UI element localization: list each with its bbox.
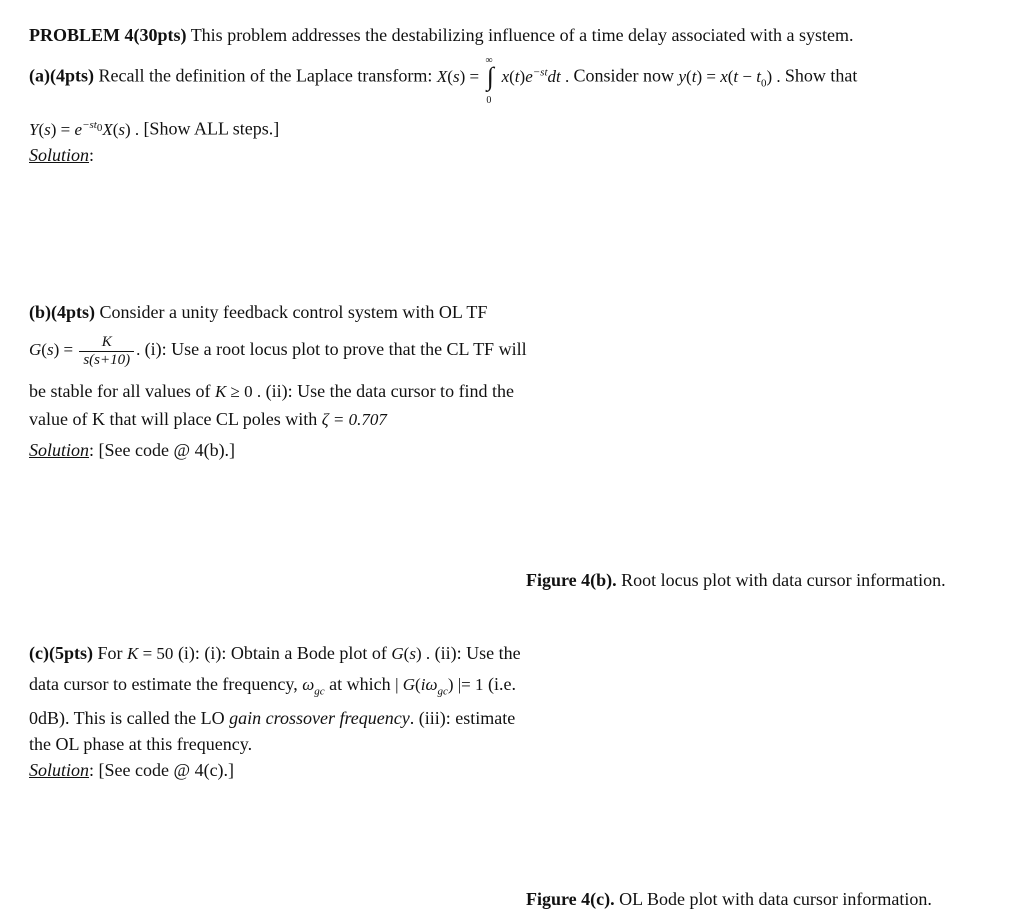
part-a-label: (a)(4pts) <box>29 65 94 86</box>
damping-ratio: ζ = 0.707 <box>321 410 387 429</box>
integral-sign-icon: ∫ ∞ 0 <box>485 55 494 107</box>
figure-4b-caption <box>526 570 946 591</box>
part-c-text-4: the OL phase at this frequency. <box>29 734 253 754</box>
part-a-solution: Solution: <box>29 145 95 165</box>
part-a-text-1: Recall the definition of the Laplace transform: <box>98 65 433 86</box>
part-c-text-1c: (ii): Use the <box>434 643 521 663</box>
problem-title: PROBLEM 4(30pts) <box>29 25 187 45</box>
figure-4c-label: Figure 4(c). <box>526 889 615 909</box>
problem-intro: This problem addresses the destabilizing influence of a time delay associated with a system. <box>190 25 854 45</box>
part-a-line-2 <box>29 114 279 141</box>
part-b-line-4 <box>29 408 387 431</box>
part-b-text-1: Consider a unity feedback control system with OL TF <box>99 302 488 322</box>
part-c-solution: Solution: [See code @ 4(c).] <box>29 760 235 780</box>
part-b-label: (b)(4pts) <box>29 302 95 322</box>
part-b-line-3 <box>29 380 514 403</box>
part-b-text-2: (i): Use a root locus plot to prove that the CL TF will <box>144 339 527 359</box>
part-c-text-2b: at which <box>329 674 391 694</box>
part-a-text-4: [Show ALL steps.] <box>143 118 280 139</box>
tf-numerator: K <box>79 334 134 352</box>
g-of-s: G(s) . <box>391 644 431 663</box>
part-c-label: (c)(5pts) <box>29 643 93 663</box>
part-c-text-3c: . (iii): estimate <box>409 708 516 728</box>
tf-denominator: s(s+10) <box>83 351 131 368</box>
omega-gc: $\omega_{gc}$ <box>302 675 325 698</box>
part-b-line-2 <box>29 327 527 372</box>
figure-4c-text: OL Bode plot with data cursor information. <box>619 889 932 909</box>
problem-header-line <box>29 24 854 46</box>
solution-label-b: Solution <box>29 440 90 460</box>
gain-condition: K ≥ 0 . <box>214 382 262 401</box>
gain-value: K = 50 <box>127 644 174 663</box>
figure-4b-label: Figure 4(b). <box>526 570 617 590</box>
part-b-text-4: value of K that will place CL poles with <box>29 409 318 429</box>
delay-formula: $y(t) = x(t - t_0)$ . <box>678 66 785 90</box>
tf-fraction <box>79 334 134 369</box>
part-b-text-3a: be stable for all values of <box>29 381 211 401</box>
transfer-function: G(s) = $\frac{K}{s(s+10)}$ . <box>29 333 145 368</box>
part-c-text-2a: data cursor to estimate the frequency, <box>29 674 298 694</box>
solution-label-c: Solution <box>29 760 90 780</box>
solution-label-a: Solution <box>29 145 90 165</box>
part-c-line-4 <box>29 733 252 755</box>
figure-4c-caption <box>526 889 932 910</box>
laplace-formula: X(s) = ∫ ∞ 0 $x(t)e^{-st}dt$ . <box>436 55 574 107</box>
figure-4b-text: Root locus plot with data cursor information. <box>621 570 946 590</box>
part-c-text-3b: gain crossover frequency <box>229 708 410 728</box>
part-c-text-1a: For <box>97 643 123 663</box>
part-a-text-2: Consider now <box>573 65 674 86</box>
part-a-line-1 <box>29 55 858 107</box>
part-a-text-3: Show that <box>784 65 858 86</box>
part-b-text-3b: (ii): Use the data cursor to find the <box>265 381 515 401</box>
part-c-line-2 <box>29 673 516 702</box>
result-formula: $Y(s) = e^{-st_0}X(s)$ . <box>29 119 144 139</box>
part-c-text-2c: (i.e. <box>488 674 516 694</box>
part-b-solution: Solution: [See code @ 4(b).] <box>29 440 236 460</box>
solution-note-c: [See code @ 4(c).] <box>98 760 235 780</box>
part-c-line-3 <box>29 707 515 729</box>
part-c-text-1b: (i): (i): Obtain a Bode plot of <box>177 643 387 663</box>
magnitude-condition: | $G(i\omega_{gc})$ |= 1 <box>395 675 484 698</box>
solution-note-b: [See code @ 4(b).] <box>98 440 236 460</box>
part-c-line-1 <box>29 642 521 665</box>
part-b-line-1 <box>29 301 487 323</box>
part-c-text-3a: 0dB). This is called the LO <box>29 708 225 728</box>
